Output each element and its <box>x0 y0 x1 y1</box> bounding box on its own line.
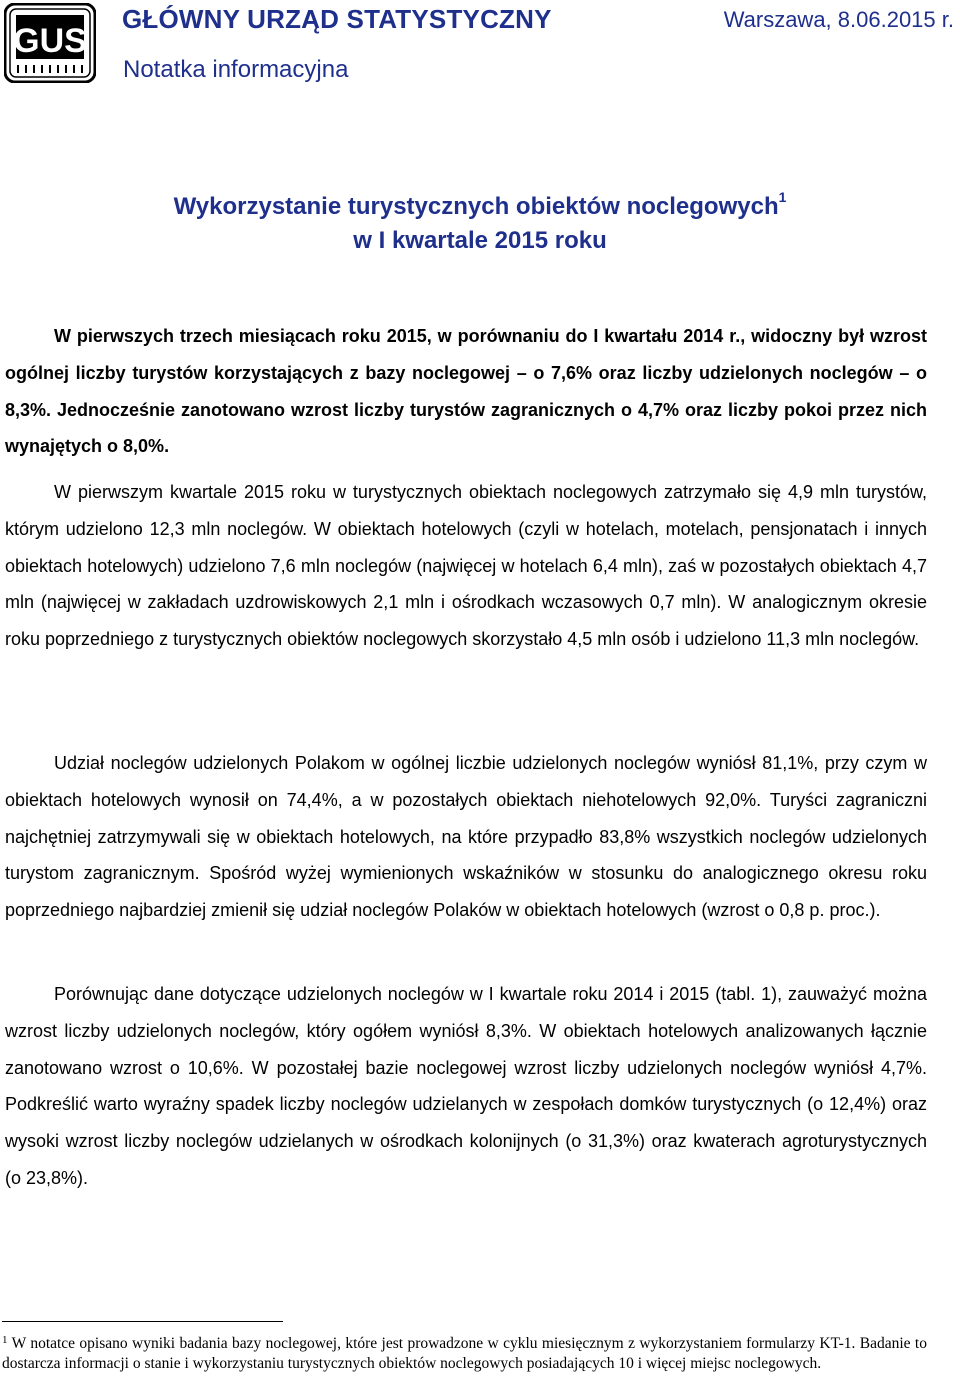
paragraph-4: Porównując dane dotyczące udzielonych noclegów w I kwartale roku 2014 i 2015 (tabl. 1), zauważyć można wzrost liczby udzielonych noclegów, który ogółem wyniósł 8,3%. W obiektach hotelowych analizowanych łącznie zanotowano wzrost o 10,6%. W pozostałej bazie noclegowej wzrost liczby udzielonych noclegów wyniósł 4,7%. Podkreślić warto wyraźny spadek liczby noclegów udzielanych w zespołach domków turystycznych (o 12,4%) oraz wysoki wzrost liczby noclegów udzielanych w ośrodkach kolonijnych (o 31,3%) oraz kwaterach agroturystycznych (o 23,8%). <box>5 984 927 1188</box>
gus-logo <box>4 3 96 83</box>
title-line-2: w I kwartale 2015 roku <box>353 227 607 254</box>
footnote-text: W notatce opisano wyniki badania bazy noclegowej, które jest prowadzone w cyklu miesięcznym z wykorzystaniem formularzy KT-1. Badanie to dostarcza informacji o stanie i wykorzystaniu turystycznych obiektów noclegowych posiadających 10 i więcej miejsc noclegowych. <box>2 1335 927 1372</box>
logo-lettering: GUS <box>13 22 87 60</box>
footnote-marker: 1 <box>2 1334 8 1346</box>
footnote-separator <box>2 1321 283 1322</box>
place-date: Warszawa, 8.06.2015 r. <box>723 7 954 32</box>
title-line-1: Wykorzystanie turystycznych obiektów noclegowych <box>173 193 779 220</box>
footnote-ref: 1 <box>778 189 787 205</box>
organization-name: GŁÓWNY URZĄD STATYSTYCZNY <box>122 4 552 34</box>
paragraph-2: W pierwszym kwartale 2015 roku w turystycznych obiektach noclegowych zatrzymało się 4,9 mln turystów, którym udzielono 12,3 mln noclegów. W obiektach hotelowych (czyli w hotelach, motelach, pensjonatach i innych obiektach hotelowych) udzielono 7,6 mln noclegów (najwięcej w hotelach 6,4 mln), zaś w pozostałych obiektach 4,7 mln (najwięcej w zakładach uzdrowiskowych 2,1 mln i ośrodkach wczasowych 0,7 mln). W analogicznym okresie roku poprzedniego z turystycznych obiektów noclegowych skorzystało 4,5 mln osób i udzielono 11,3 mln noclegów. <box>5 482 927 650</box>
paragraph-3: Udział noclegów udzielonych Polakom w ogólnej liczbie udzielonych noclegów wyniósł 81,1%, przy czym w obiektach hotelowych wynosił on 74,4%, a w pozostałych obiektach niehotelowych 92,0%. Turyści zagraniczni najchętniej zatrzymywali się w obiektach hotelowych, na które przypadło 83,8% wszystkich noclegów udzielonych turystom zagranicznym. Spośród wyżej wymienionych wskaźników w stosunku do analogicznego okresu roku poprzedniego najbardziej zmienił się udział noclegów Polaków w obiektach hotelowych (wzrost o 0,8 p. proc.). <box>5 753 927 921</box>
footnote <box>2 1330 927 1374</box>
document-type: Notatka informacyjna <box>123 56 349 83</box>
page-title <box>0 180 960 258</box>
lead-paragraph: W pierwszych trzech miesiącach roku 2015, w porównaniu do I kwartału 2014 r., widoczny był wzrost ogólnej liczby turystów korzystających z bazy noclegowej – o 7,6% oraz liczby udzielonych noclegów – o 8,3%. Jednocześnie zanotowano wzrost liczby turystów zagranicznych o 4,7% oraz liczby pokoi przez nich wynajętych o 8,0%. <box>5 326 927 457</box>
